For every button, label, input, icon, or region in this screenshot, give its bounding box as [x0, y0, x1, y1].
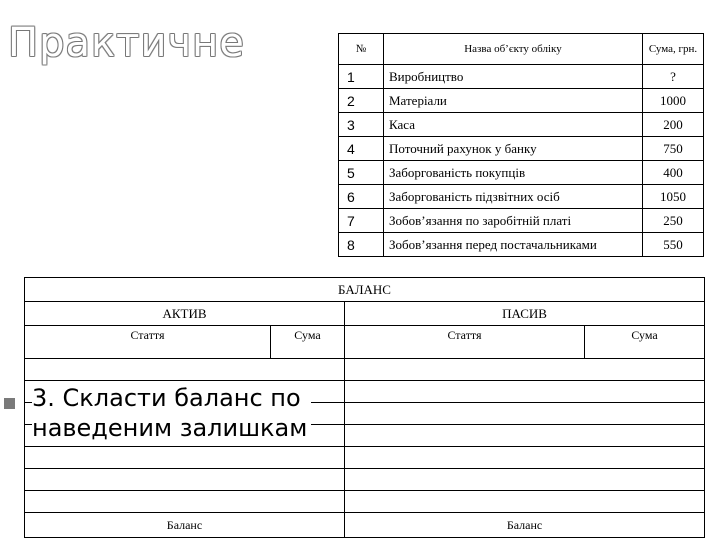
task-line-1: 3. Скласти баланс по — [32, 384, 301, 412]
balance-sides-row — [25, 302, 705, 326]
row-amount: 250 — [643, 209, 704, 233]
table-row — [339, 89, 704, 113]
liability-header: ПАСИВ — [345, 302, 705, 326]
row-name: Матеріали — [384, 89, 643, 113]
row-amount: 400 — [643, 161, 704, 185]
row-amount: 750 — [643, 137, 704, 161]
row-name: Заборгованість підзвітних осіб — [384, 185, 643, 209]
row-amount: 1050 — [643, 185, 704, 209]
balance-title-row — [25, 278, 705, 302]
row-number: 4 — [339, 137, 384, 161]
table-row — [339, 65, 704, 89]
header-amount: Сума, грн. — [643, 34, 704, 65]
row-amount: 200 — [643, 113, 704, 137]
asset-total-label: Баланс — [25, 513, 345, 538]
table-row — [339, 185, 704, 209]
row-amount: ? — [643, 65, 704, 89]
row-number: 8 — [339, 233, 384, 257]
row-number: 5 — [339, 161, 384, 185]
row-number: 6 — [339, 185, 384, 209]
balance-total-row — [25, 513, 705, 538]
liability-item-header: Стаття — [345, 326, 585, 359]
accounts-header-row — [339, 34, 704, 65]
row-name: Зобов’язання по заробітній платі — [384, 209, 643, 233]
balance-title: БАЛАНС — [25, 278, 705, 302]
row-name: Зобов’язання перед постачальниками — [384, 233, 643, 257]
asset-item-header: Стаття — [25, 326, 271, 359]
balance-empty-row — [25, 359, 705, 381]
header-name: Назва об’єкту обліку — [384, 34, 643, 65]
balance-empty-row — [25, 469, 705, 491]
row-number: 7 — [339, 209, 384, 233]
row-name: Заборгованість покупців — [384, 161, 643, 185]
table-row — [339, 137, 704, 161]
row-number: 3 — [339, 113, 384, 137]
row-amount: 550 — [643, 233, 704, 257]
table-row — [339, 113, 704, 137]
row-amount: 1000 — [643, 89, 704, 113]
row-name: Виробництво — [384, 65, 643, 89]
slide-title: Практичне — [8, 20, 245, 66]
row-name: Поточний рахунок у банку — [384, 137, 643, 161]
balance-columns-row — [25, 326, 705, 359]
asset-sum-header: Сума — [271, 326, 345, 359]
table-row — [339, 209, 704, 233]
row-name: Каса — [384, 113, 643, 137]
balance-empty-row — [25, 447, 705, 469]
bullet-square-icon — [4, 398, 15, 409]
task-line-2: наведеним залишкам — [32, 414, 308, 442]
liability-sum-header: Сума — [585, 326, 705, 359]
header-number: № — [339, 34, 384, 65]
row-number: 1 — [339, 65, 384, 89]
asset-header: АКТИВ — [25, 302, 345, 326]
task-text — [32, 383, 311, 445]
balance-empty-row — [25, 491, 705, 513]
row-number: 2 — [339, 89, 384, 113]
table-row — [339, 161, 704, 185]
table-row — [339, 233, 704, 257]
accounts-table — [338, 33, 704, 257]
liability-total-label: Баланс — [345, 513, 705, 538]
